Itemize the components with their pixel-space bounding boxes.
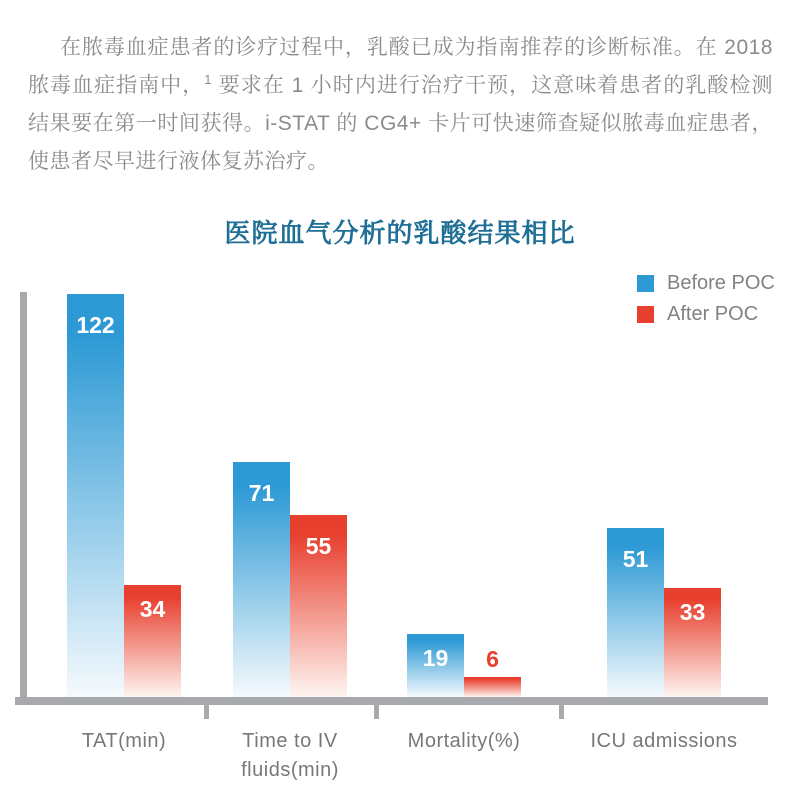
bar-before-poc-icu-admissions [607, 528, 664, 697]
value-label-before-poc-icu-admissions: 51 [622, 546, 649, 572]
legend-label-after-poc: After POC [667, 302, 759, 325]
bar-after-poc-icu-admissions [664, 588, 721, 697]
bar-after-poc-mortality [464, 677, 521, 697]
bar-after-poc-time-to-iv-fluids-min [290, 515, 347, 697]
x-axis-tick-3 [559, 704, 564, 719]
value-label-before-poc-time-to-iv-fluids-min: 71 [248, 480, 275, 506]
category-label-icu-admissions: ICU admissions [590, 730, 738, 752]
bar-before-poc-mortality [407, 634, 464, 697]
value-label-after-poc-tat-min: 34 [139, 596, 166, 622]
x-axis [15, 697, 768, 705]
value-label-after-poc-icu-admissions: 33 [679, 599, 706, 625]
bar-before-poc-time-to-iv-fluids-min [233, 462, 290, 697]
bar-after-poc-tat-min [124, 585, 181, 697]
footnote-marker: 1 [204, 73, 212, 87]
value-label-after-poc-time-to-iv-fluids-min: 55 [305, 533, 332, 559]
category-label-tat-min: TAT(min) [81, 730, 167, 752]
value-label-before-poc-mortality: 19 [422, 645, 449, 671]
chart-title: 医院血气分析的乳酸结果相比 [224, 218, 576, 248]
x-axis-tick-1 [204, 704, 209, 719]
category-label-time-to-iv-fluids-min: Time to IV fluids(min) [241, 730, 339, 781]
x-axis-tick-2 [374, 704, 379, 719]
intro-text-start: 在脓毒血症患者的诊疗过程中，乳酸已成为指南推荐的诊断标准。在 2018 脓毒血症指南中， [28, 36, 773, 97]
category-label-mortality: Mortality(%) [407, 730, 521, 752]
intro-text-end: 要求在 1 小时内进行治疗干预，这意味着患者的乳酸检测结果要在第一时间获得。i-STAT 的 CG4+ 卡片可快速筛查疑似脓毒血症患者，使患者尽早进行液体复苏治疗。 [28, 74, 774, 173]
legend-label-before-poc: Before POC [667, 271, 775, 294]
value-label-after-poc-mortality: 6 [486, 646, 499, 672]
y-axis [20, 292, 27, 705]
value-label-before-poc-tat-min: 122 [76, 312, 115, 338]
bar-before-poc-tat-min [67, 294, 124, 697]
